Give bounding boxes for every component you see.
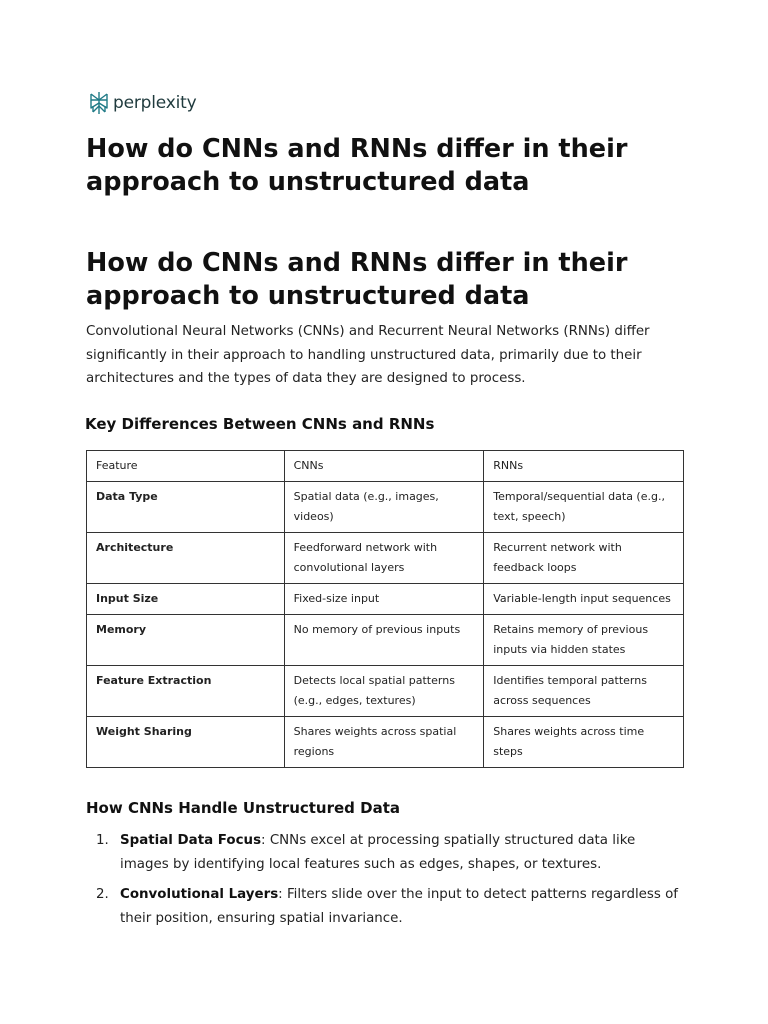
list-item-text: : CNNs excel at processing spatially structured data like images by identifying local features such as edges, shapes, or textures. <box>120 833 636 872</box>
comparison-table <box>86 450 684 768</box>
table-cell-feature: Memory <box>87 615 285 666</box>
table-row <box>87 717 684 768</box>
table-cell: Feedforward network with convolutional layers <box>284 533 484 584</box>
cnn-list <box>86 829 686 937</box>
cnn-section-heading: How CNNs Handle Unstructured Data <box>86 799 401 817</box>
table-header-cell: Feature <box>87 451 285 482</box>
table-header-cell: RNNs <box>484 451 684 482</box>
list-item <box>86 883 686 930</box>
table-header-row <box>87 451 684 482</box>
table-row <box>87 666 684 717</box>
list-item-number: 2. <box>96 887 109 902</box>
table-cell-feature: Feature Extraction <box>87 666 285 717</box>
table-cell: Detects local spatial patterns (e.g., edges, textures) <box>284 666 484 717</box>
table-heading: Key Differences Between CNNs and RNNs <box>85 415 435 433</box>
table-cell: Variable-length input sequences <box>484 584 684 615</box>
list-item-number: 1. <box>96 833 109 848</box>
table-cell-feature: Architecture <box>87 533 285 584</box>
table-cell-feature: Weight Sharing <box>87 717 285 768</box>
table-cell: Spatial data (e.g., images, videos) <box>284 482 484 533</box>
table-cell: No memory of previous inputs <box>284 615 484 666</box>
table-cell: Fixed-size input <box>284 584 484 615</box>
table-cell: Temporal/sequential data (e.g., text, speech) <box>484 482 684 533</box>
table-cell: Shares weights across time steps <box>484 717 684 768</box>
table-cell-feature: Input Size <box>87 584 285 615</box>
table-cell: Recurrent network with feedback loops <box>484 533 684 584</box>
list-item <box>86 829 686 876</box>
table-row <box>87 482 684 533</box>
table-row <box>87 615 684 666</box>
section-title: How do CNNs and RNNs differ in their approach to unstructured data <box>86 248 628 311</box>
list-item-term: Convolutional Layers <box>120 887 279 902</box>
list-item-term: Spatial Data Focus <box>120 833 262 848</box>
table-cell: Shares weights across spatial regions <box>284 717 484 768</box>
table-row <box>87 533 684 584</box>
perplexity-logo <box>89 90 196 116</box>
table-row <box>87 584 684 615</box>
table-cell: Identifies temporal patterns across sequences <box>484 666 684 717</box>
table-cell: Retains memory of previous inputs via hidden states <box>484 615 684 666</box>
logo-wordmark: perplexity <box>113 93 197 113</box>
table-header-cell: CNNs <box>284 451 484 482</box>
document-title: How do CNNs and RNNs differ in their approach to unstructured data <box>86 134 628 197</box>
perplexity-logo-icon <box>89 91 109 115</box>
table-cell-feature: Data Type <box>87 482 285 533</box>
list-item-text: : Filters slide over the input to detect patterns regardless of their position, ensuring spatial invariance. <box>120 887 679 926</box>
intro-paragraph: Convolutional Neural Networks (CNNs) and Recurrent Neural Networks (RNNs) differ significantly in their approach to handling unstructured data, primarily due to their architectures and the types of data they are designed to process. <box>86 324 650 386</box>
